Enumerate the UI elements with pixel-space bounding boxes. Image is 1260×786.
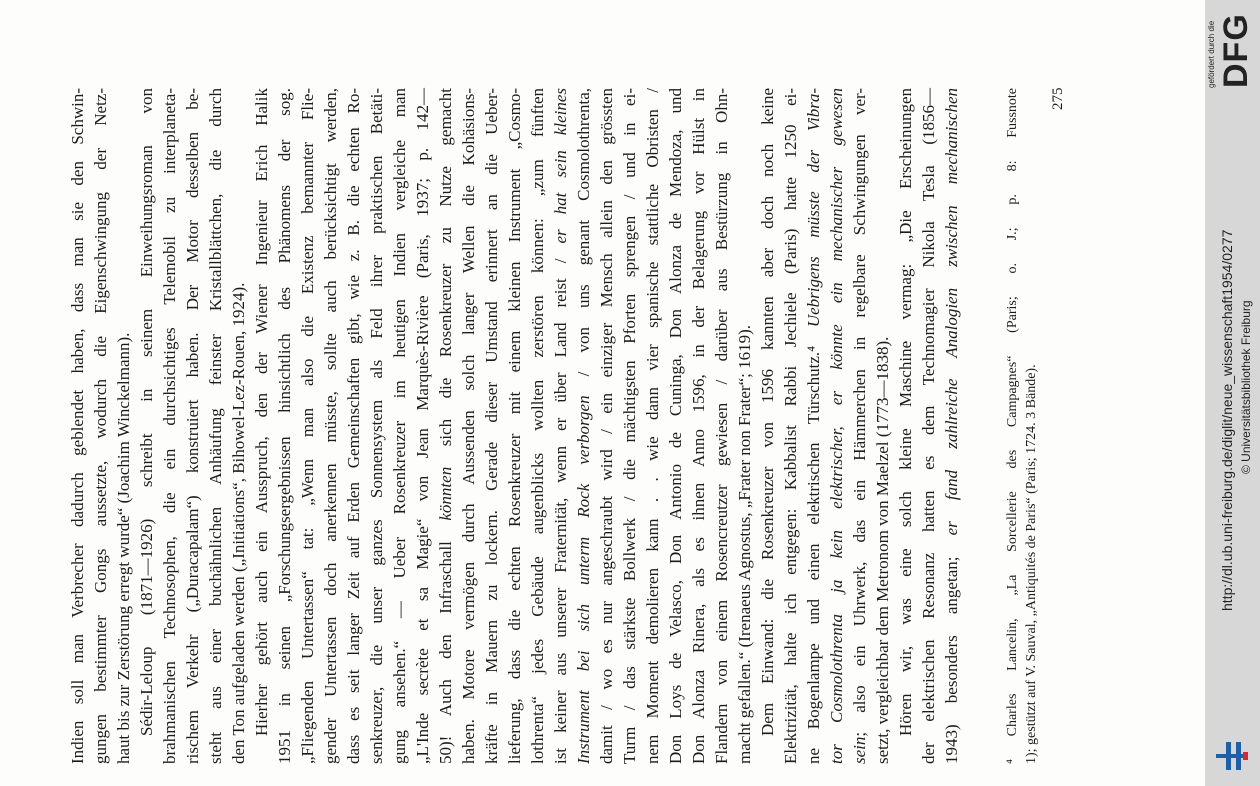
text-line — [825, 88, 848, 764]
text-line: brahmanischen Technosophen, die ein durchsichtiges Telemobil zu interplaneta- — [160, 88, 179, 764]
footnote-line: ⁴ Charles Lancelin, „La Sorcellerie des Campagnes“ (Paris; o. J.; p. 8: Fussnote — [1005, 88, 1020, 764]
text-line: Don Alonza Rinera, als es ihnen Anno 1596, in der Belagerung vor Hülst in — [689, 88, 708, 764]
italic-segment: Instrument bei sich unterm Rock verborgen — [574, 395, 593, 764]
text-line: gungen bestimmter Gongs aussetzte, wodurch die Eigenschwingung der Netz- — [91, 88, 110, 764]
source-url[interactable]: http://dl.ub.uni-freiburg.de/diglit/neue_wissenschaft1954/0277 — [1219, 229, 1235, 611]
text-line: lothrenta“ jedes Gebäude augenblicks wollten zerstören können: „zum fünften — [528, 88, 547, 764]
text-line — [572, 88, 595, 764]
university-logo-icon — [1210, 736, 1254, 776]
logo-red-mark — [1243, 752, 1248, 760]
text-line: Turm / das stärkste Bollwerk / die mächtigsten Pforten sprengen / und in ei- — [620, 88, 639, 764]
footnotes — [1003, 88, 1041, 764]
text-line — [802, 88, 825, 764]
text-line: Elektrizität, halte ich entgegen: Kabbalist Rabbi Jechiele (Paris) hatte 1250 ei- — [781, 88, 800, 764]
text-line: senkreuzer, die unser ganzes Sonnensystem als Feld ihrer praktischen Betäti- — [367, 88, 386, 764]
dfg-logo: DFG — [1217, 13, 1255, 88]
copyright-notice: © Universitätsbibliothek Freiburg — [1239, 300, 1253, 474]
text-segment: ist keiner aus unserer Fraternität, wenn er über Land reist / — [551, 243, 570, 764]
italic-segment: er fand zahlreiche Analogien zwischen mechanischen — [942, 88, 961, 536]
text-line: Sédir-Leloup (1871—1926) schreibt in seinem Einweihungsroman von — [137, 88, 156, 736]
text-line: Indien soll man Verbrecher dadurch geblendet haben, dass man sie den Schwin- — [68, 88, 87, 764]
text-line: nem Moment demolieren kann . . wie dann vier spanische stattliche Obristen / — [643, 88, 662, 764]
text-line — [940, 88, 963, 764]
text-line: der elektrischen Resonanz hatten es dem Technomagier Nikola Tesla (1856— — [919, 88, 938, 764]
italic-segment: tor Cosmolothrenta ja kein elektrischer, er könnte ein mechanischer gewesen — [827, 88, 846, 764]
italic-segment: könnten — [436, 466, 455, 521]
text-line: gung ansehen.“ — Ueber Rosenkreuzer im heutigen Indien vergleiche man — [390, 88, 409, 764]
text-segment: / von uns genant Cosmolothrenta, — [574, 88, 593, 396]
text-line — [549, 88, 572, 764]
funder-note: gefördert durch die — [1207, 20, 1216, 88]
text-line: haut bis zur Zerstörung erregt wurde“ (Joachim Winckelmann). — [114, 332, 133, 764]
text-segment: ; also ein Uhrwerk, das ein Hämmerchen in regelbare Schwingungen ver- — [850, 88, 869, 737]
text-line: den Ton aufgeladen werden („Initiations“, Bihowel-Lez-Rouen, 1924). — [229, 282, 248, 764]
library-sidebar — [1205, 0, 1260, 786]
text-line: Hierher gehört auch ein Ausspruch, den der Wiener Ingenieur Erich Halik — [252, 88, 271, 736]
text-line: Dem Einwand: die Rosenkreuzer von 1596 kannten aber doch noch keine — [758, 88, 777, 736]
text-line: gender Untertassen doch anerkennen müsste, sollte auch berücksichtigt werden, — [321, 88, 340, 764]
text-line: Don Loys de Velasco, Don Antonio de Cuninga, Don Alonza de Mendoza, und — [666, 88, 685, 764]
text-line — [848, 88, 871, 764]
text-line: „L'Inde secrète et sa Magie“ von Jean Marquès-Rivière (Paris, 1937; p. 142— — [413, 88, 432, 764]
text-line: macht gefallen.“ (Irenaeus Agnostus, „Frater non Frater“; 1619). — [735, 324, 754, 764]
text-segment: 50)! Auch den Infraschall — [436, 520, 455, 764]
text-line: 1951 in seinen „Forschungsergebnissen hinsichtlich des Phänomens der sog. — [275, 88, 294, 764]
footnote-line: 1); gestützt auf V. Sauval, „Antiquités de Paris“ (Paris; 1724. 3 Bände). — [1024, 364, 1039, 764]
sidebar-rotated — [1205, 0, 1260, 786]
text-line: Hören wir, was eine solch kleine Maschine vermag: „Die Erscheinungen — [896, 88, 915, 736]
text-line: „Fliegenden Untertassen“ tat: „Wenn man also die Existenz bemannter Flie- — [298, 88, 317, 764]
text-line: rischem Verkehr („Duracapalam“) konstruiert haben. Der Motor desselben be- — [183, 88, 202, 764]
text-segment: sich die Rosenkreuzer zu Nutze gemacht — [436, 88, 455, 467]
text-line: Flandern von einem Rosencreutzer gewiesen / darüber aus Bestürzung in Ohn- — [712, 88, 731, 764]
text-line: setzt, vergleichbar dem Metronom von Maelzel (1773—1838). — [873, 336, 892, 764]
page-number: 275 — [1050, 87, 1066, 110]
text-line: haben. Motore vermögen durch Aussenden solch langer Wellen die Kohäsions- — [459, 88, 478, 764]
italic-segment: sein — [850, 736, 869, 764]
text-segment: 1943) besonders angetan; — [942, 535, 961, 764]
text-line: dass es seit langer Zeit auf Erden Gemeinschaften gibt, wie z. B. die echten Ro- — [344, 88, 363, 764]
italic-segment: Uebrigens müsste der Vibra- — [804, 88, 823, 328]
text-line: steht aus einer buchähnlichen Anhäufung feinster Kristallblättchen, die durch — [206, 88, 225, 764]
body-text — [66, 88, 963, 764]
text-line — [434, 88, 457, 764]
text-line: lieferung, dass die echten Rosenkreuzer mit einem kleinen Instrument „Cosmo- — [505, 88, 524, 764]
text-segment: ne Bogenlampe und einen elektrischen Türschutz.⁴ — [804, 327, 823, 764]
text-line: damit / wo es nur angeschraubt wird / ein einziger Mensch allein den grössten — [597, 88, 616, 764]
italic-segment: er hat sein kleines — [551, 88, 570, 244]
text-line: kräfte in Mauern zu lockern. Gerade dieser Umstand erinnert an die Ueber- — [482, 88, 501, 764]
logo-bar-3 — [1216, 754, 1246, 758]
